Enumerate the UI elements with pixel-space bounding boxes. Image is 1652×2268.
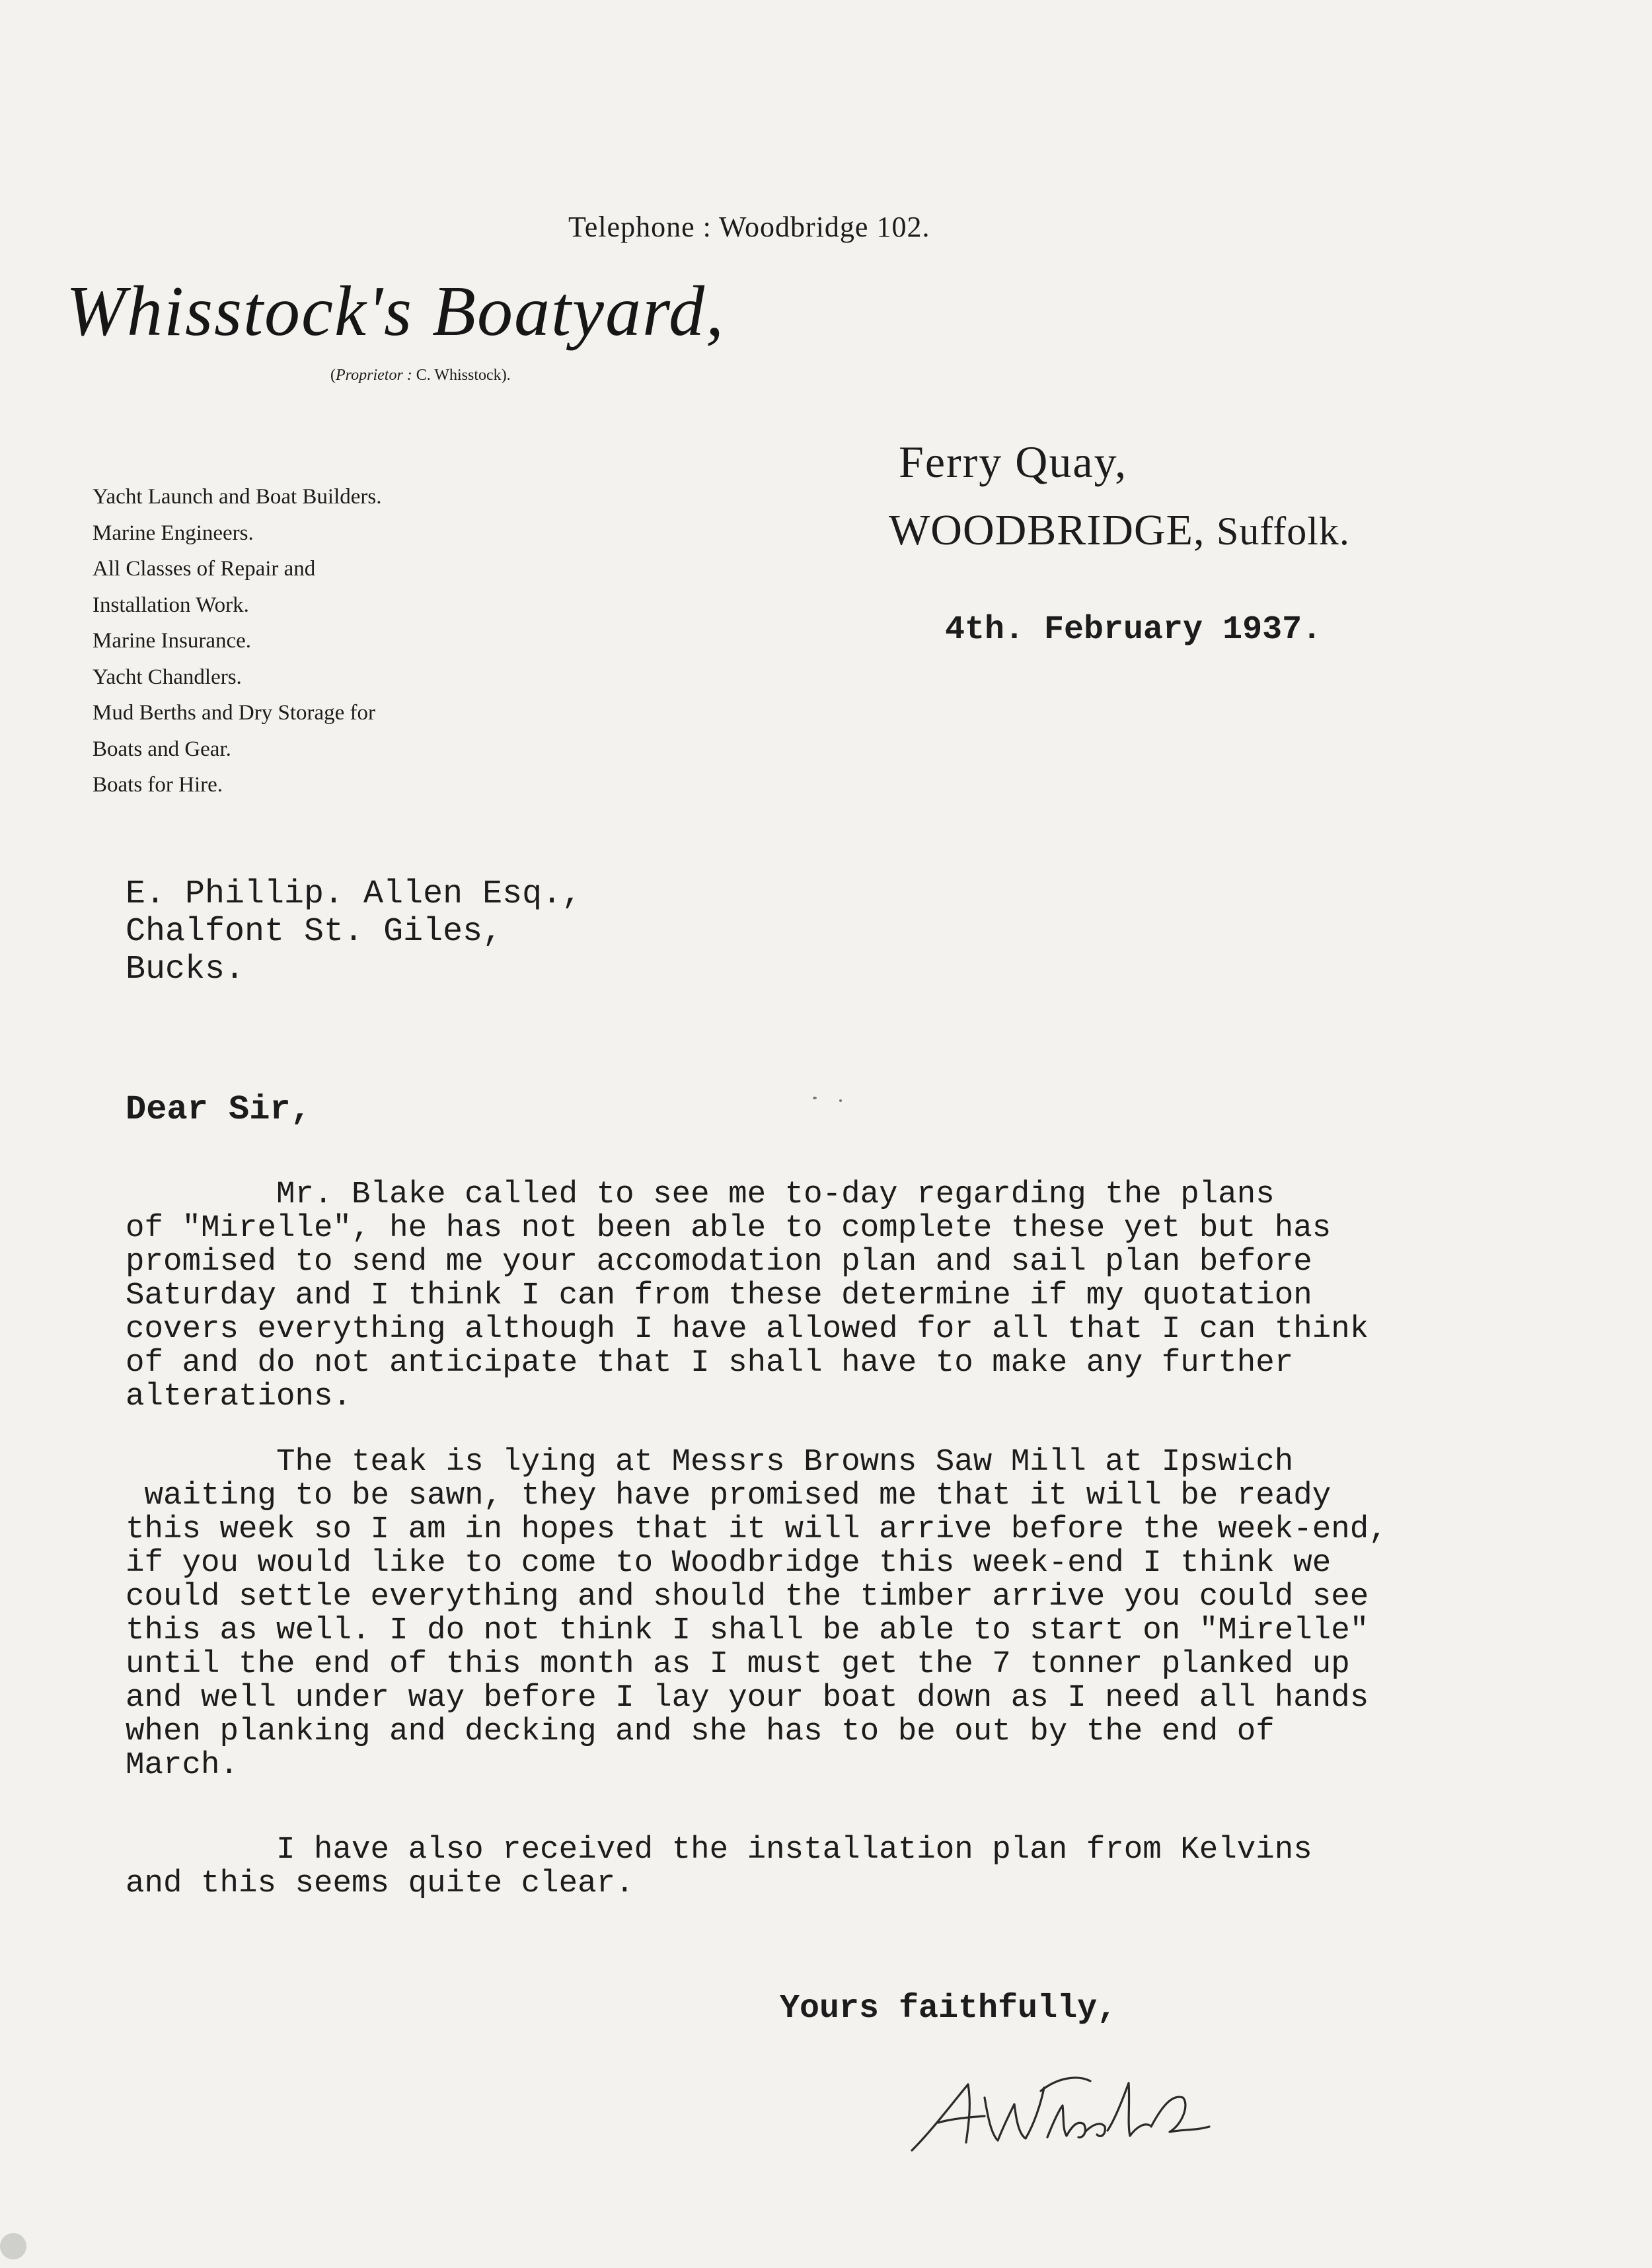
- closing: Yours faithfully,: [780, 1990, 1117, 2028]
- recipient-line: Chalfont St. Giles,: [126, 913, 503, 951]
- paper-shadow: [0, 2233, 26, 2259]
- body-line: when planking and decking and she has to be out by the end of: [126, 1714, 1275, 1749]
- body-line: until the end of this month as I must get the 7 tonner planked up: [126, 1646, 1350, 1682]
- proprietor-label: Proprietor :: [336, 367, 412, 384]
- service-item: Yacht Chandlers.: [93, 665, 242, 689]
- body-line: of and do not anticipate that I shall have to make any further: [126, 1345, 1294, 1381]
- services-list: [93, 479, 382, 803]
- address-town-line: [889, 505, 1350, 556]
- recipient-line: Bucks.: [126, 951, 245, 988]
- letter-date: 4th. February 1937.: [945, 611, 1322, 649]
- body-line: Saturday and I think I can from these determine if my quotation: [126, 1278, 1312, 1313]
- address-county: Suffolk.: [1216, 509, 1350, 553]
- address-town: WOODBRIDGE,: [889, 506, 1205, 554]
- body-line: of "Mirelle", he has not been able to complete these yet but has: [126, 1210, 1332, 1246]
- body-line: March.: [126, 1747, 239, 1783]
- service-item: Yacht Launch and Boat Builders.: [93, 485, 382, 509]
- body-paragraph: [126, 1178, 1369, 1414]
- proprietor-line: (Proprietor : C. Whisstock).: [330, 367, 511, 384]
- body-paragraph: [126, 1833, 1312, 1901]
- body-line: covers everything although I have allowed for all that I can think: [126, 1311, 1369, 1347]
- service-item: Mud Berths and Dry Storage for: [93, 701, 376, 725]
- firm-name: Whisstock's Boatyard,: [66, 272, 725, 351]
- recipient-line: E. Phillip. Allen Esq.,: [126, 875, 582, 913]
- body-line: this week so I am in hopes that it will arrive before the week-end,: [126, 1512, 1388, 1547]
- telephone-line: Telephone : Woodbridge 102.: [568, 211, 930, 243]
- service-item: All Classes of Repair and: [93, 557, 316, 581]
- body-line: The teak is lying at Messrs Browns Saw Mill at Ipswich: [126, 1444, 1294, 1480]
- body-line: this as well. I do not think I shall be able to start on "Mirelle": [126, 1613, 1369, 1648]
- body-paragraph: [126, 1445, 1388, 1782]
- paper-speck: [813, 1097, 817, 1099]
- body-line: could settle everything and should the timber arrive you could see: [126, 1579, 1369, 1615]
- proprietor-name: C. Whisstock: [416, 367, 502, 384]
- body-line: Mr. Blake called to see me to-day regarding the plans: [126, 1177, 1275, 1212]
- service-item: Boats for Hire.: [93, 773, 223, 797]
- body-line: waiting to be sawn, they have promised me that it will be ready: [126, 1478, 1332, 1514]
- body-line: I have also received the installation plan from Kelvins: [126, 1832, 1312, 1868]
- body-line: if you would like to come to Woodbridge this week-end I think we: [126, 1545, 1332, 1581]
- body-line: and this seems quite clear.: [126, 1866, 634, 1901]
- recipient-address: [126, 875, 582, 988]
- body-line: and well under way before I lay your boat down as I need all hands: [126, 1680, 1369, 1716]
- body-line: alterations.: [126, 1379, 352, 1414]
- address-street: Ferry Quay,: [899, 437, 1128, 487]
- service-item: Marine Engineers.: [93, 521, 254, 545]
- paper-speck: [839, 1099, 842, 1102]
- service-item: Boats and Gear.: [93, 737, 231, 761]
- salutation: Dear Sir,: [126, 1090, 311, 1129]
- service-item: Marine Insurance.: [93, 629, 252, 653]
- handwritten-signature: [905, 2058, 1216, 2157]
- body-line: promised to send me your accomodation plan and sail plan before: [126, 1244, 1312, 1280]
- service-item: Installation Work.: [93, 593, 249, 617]
